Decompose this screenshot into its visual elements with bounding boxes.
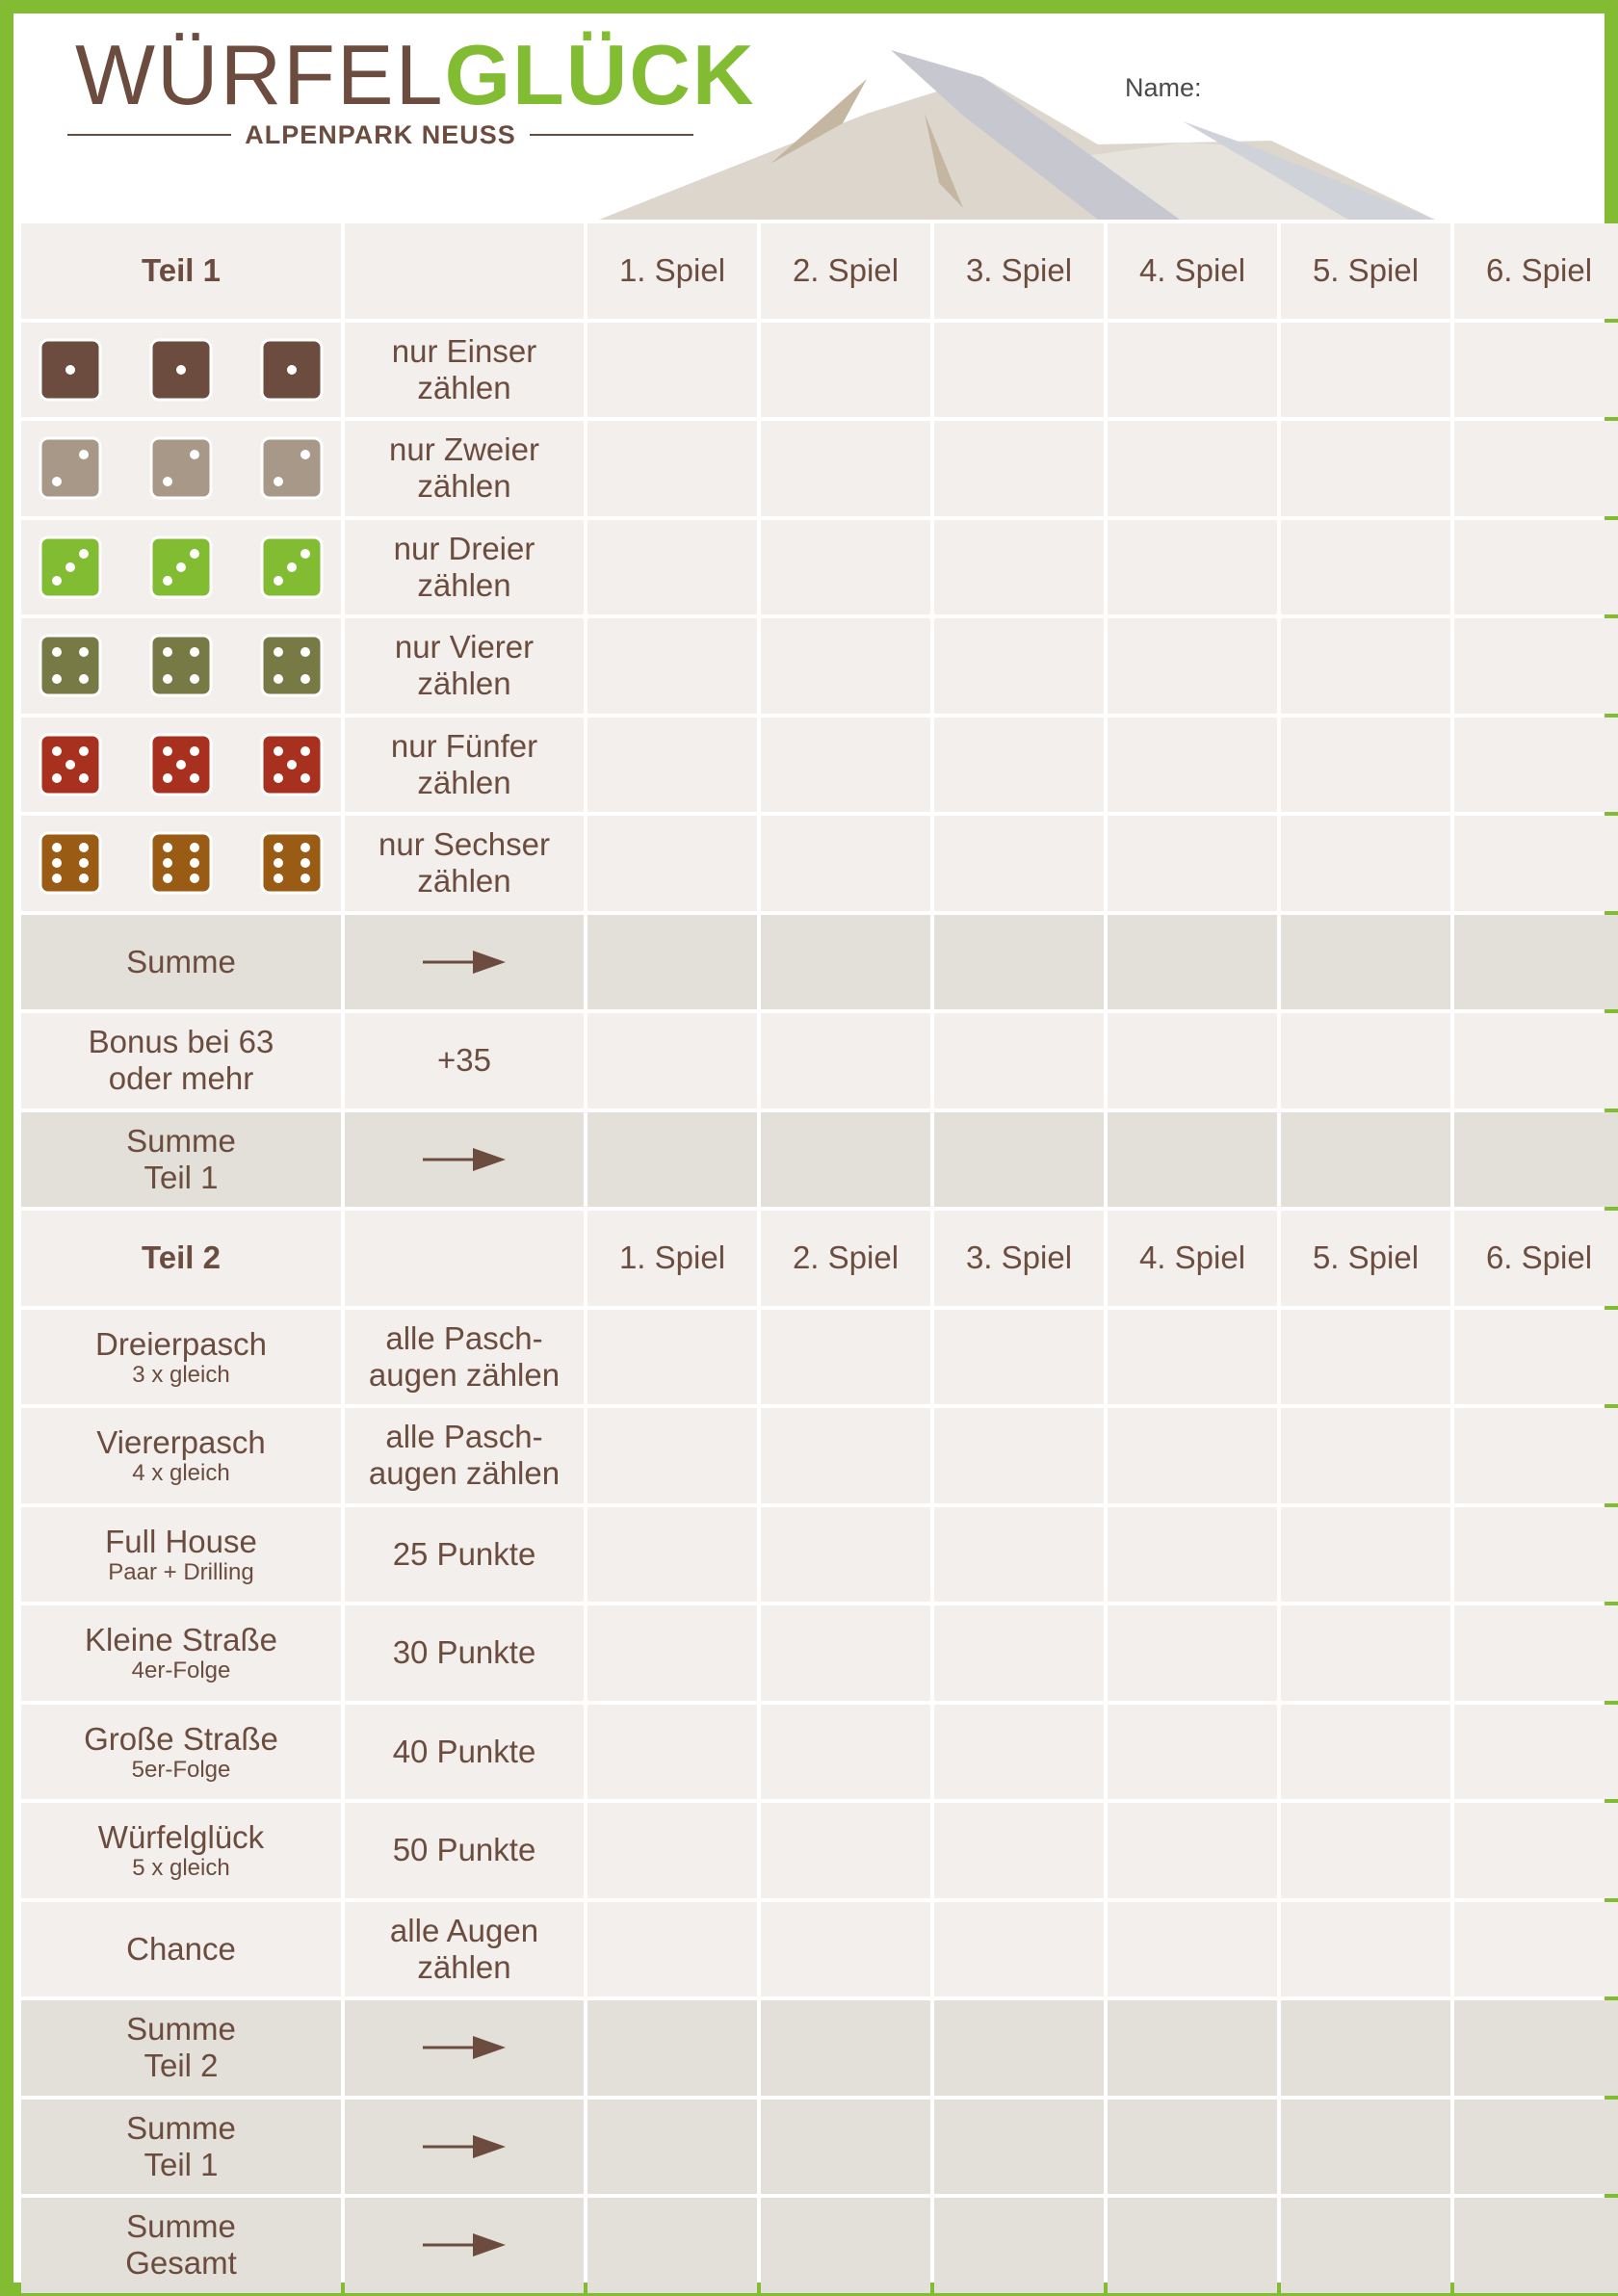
sum-label-line2: Teil 2 [144, 2048, 219, 2084]
scoring-rule [345, 1803, 584, 1898]
scorecard-header [0, 0, 1618, 225]
score-field[interactable] [934, 618, 1104, 714]
score-field[interactable] [1108, 1803, 1277, 1898]
category-name: Chance [126, 1930, 236, 1967]
score-field[interactable] [1108, 1902, 1277, 1997]
score-field[interactable] [934, 1902, 1104, 1997]
score-field[interactable] [761, 816, 930, 911]
arrow-cell [345, 2100, 584, 2195]
score-field[interactable] [1454, 1803, 1618, 1898]
category-name: Kleine Straße [85, 1622, 277, 1658]
die-five-icon [149, 733, 213, 796]
logo-divider-left [67, 134, 231, 136]
logo-title-part1: WÜRFEL [75, 27, 445, 122]
sum-label-line2: Teil 1 [144, 1159, 219, 1195]
arrow-right-icon [423, 2033, 506, 2062]
scoring-rule-line1: alle Pasch- [385, 1319, 543, 1356]
score-field[interactable] [934, 520, 1104, 615]
sum-label: Summe [21, 915, 341, 1010]
arrow-right-icon [423, 2132, 506, 2161]
score-field[interactable] [1281, 618, 1450, 714]
sum-field[interactable] [761, 2100, 930, 2195]
arrow-right-icon [423, 948, 506, 977]
die-four-icon [260, 634, 324, 697]
scoring-rule [345, 1507, 584, 1603]
score-field[interactable] [1281, 816, 1450, 911]
total-field[interactable] [934, 2198, 1104, 2293]
score-field[interactable] [761, 718, 930, 813]
name-label: Name: [1125, 73, 1202, 102]
score-field[interactable] [1108, 421, 1277, 516]
sum-field[interactable] [1454, 2000, 1618, 2096]
scoring-rule [345, 1310, 584, 1405]
scoring-rule [345, 1705, 584, 1800]
score-field[interactable] [934, 323, 1104, 418]
score-field[interactable] [1108, 1408, 1277, 1503]
sum-field[interactable] [934, 915, 1104, 1010]
category-label-fours [345, 618, 584, 714]
sum-field[interactable] [1108, 915, 1277, 1010]
sum-field[interactable] [1281, 2100, 1450, 2195]
die-two-icon [149, 436, 213, 500]
sum-field[interactable] [1454, 915, 1618, 1010]
score-field[interactable] [587, 618, 757, 714]
score-field[interactable] [1281, 1408, 1450, 1503]
score-field[interactable] [1454, 816, 1618, 911]
category-label-line2: zählen [417, 764, 511, 800]
part1-game-header: 1. Spiel [587, 223, 757, 319]
score-field[interactable] [1454, 421, 1618, 516]
scoring-rule-line2: augen zählen [368, 1356, 561, 1393]
dice-cell-fours [21, 618, 341, 714]
total-field[interactable] [1281, 2198, 1450, 2293]
part1-header-blank [345, 223, 584, 319]
score-field[interactable] [1281, 1013, 1450, 1109]
die-five-icon [260, 733, 324, 796]
scoring-rule-line1: alle Pasch- [385, 1419, 543, 1455]
category-label-large-straight [21, 1705, 341, 1800]
scoring-rule-line2: zählen [417, 1948, 511, 1985]
die-five-icon [39, 733, 102, 796]
score-field[interactable] [1454, 1408, 1618, 1503]
dice-cell-ones [21, 323, 341, 418]
score-field[interactable] [587, 1013, 757, 1109]
score-field[interactable] [587, 1507, 757, 1603]
bonus-label-line1: Bonus bei 63 [88, 1024, 274, 1060]
score-field[interactable] [761, 618, 930, 714]
dice-cell-twos [21, 421, 341, 516]
score-field[interactable] [761, 1705, 930, 1800]
part1-game-header: 5. Spiel [1281, 223, 1450, 319]
sum-label-line2: Gesamt [125, 2245, 237, 2282]
category-label-small-straight [21, 1605, 341, 1701]
score-field[interactable] [1108, 520, 1277, 615]
sum-field[interactable] [934, 1112, 1104, 1208]
category-label-twos [345, 421, 584, 516]
die-two-icon [39, 436, 102, 500]
bonus-value: +35 [345, 1013, 584, 1109]
score-field[interactable] [1454, 1605, 1618, 1701]
score-field[interactable] [1108, 1605, 1277, 1701]
scoring-rule-line1: 30 Punkte [392, 1634, 536, 1671]
category-label-four-of-a-kind [21, 1408, 341, 1503]
score-field[interactable] [761, 1310, 930, 1405]
scoring-rule-line1: alle Augen [389, 1912, 539, 1948]
score-field[interactable] [1108, 323, 1277, 418]
part2-game-header: 6. Spiel [1454, 1211, 1618, 1306]
score-field[interactable] [761, 421, 930, 516]
score-field[interactable] [1454, 618, 1618, 714]
score-field[interactable] [1454, 1705, 1618, 1800]
sum-field[interactable] [1108, 2000, 1277, 2096]
score-field[interactable] [1454, 1507, 1618, 1603]
sum-label-line1: Summe [126, 2208, 236, 2245]
sum-field[interactable] [587, 2000, 757, 2096]
score-field[interactable] [761, 1507, 930, 1603]
die-six-icon [39, 831, 102, 895]
category-name: Große Straße [84, 1720, 278, 1757]
die-six-icon [260, 831, 324, 895]
sum-field[interactable] [1281, 915, 1450, 1010]
total-field[interactable] [1108, 2198, 1277, 2293]
score-field[interactable] [587, 520, 757, 615]
category-subtitle: 5 x gleich [132, 1855, 230, 1882]
sum-field[interactable] [761, 915, 930, 1010]
part2-title: Teil 2 [21, 1211, 341, 1306]
category-subtitle: 5er-Folge [131, 1756, 231, 1783]
arrow-cell [345, 2000, 584, 2096]
logo-title-part2: GLÜCK [444, 27, 756, 122]
score-field[interactable] [587, 1605, 757, 1701]
sum-field[interactable] [1454, 1112, 1618, 1208]
category-label-line1: nur Einser [391, 332, 537, 369]
category-label-line1: nur Zweier [389, 431, 539, 468]
sum-label-line1: Summe [126, 1122, 236, 1159]
sum-field[interactable] [934, 2000, 1104, 2096]
dice-cell-sixes [21, 816, 341, 911]
category-label-line2: zählen [417, 468, 511, 505]
category-label-line2: zählen [417, 369, 511, 405]
arrow-cell [345, 915, 584, 1010]
category-label-line1: nur Vierer [394, 629, 535, 665]
category-label-five-of-a-kind [21, 1803, 341, 1898]
score-field[interactable] [1281, 323, 1450, 418]
die-three-icon [39, 535, 102, 599]
score-field[interactable] [761, 1803, 930, 1898]
score-field[interactable] [1281, 1705, 1450, 1800]
die-six-icon [149, 831, 213, 895]
scoring-rule-line1: 50 Punkte [392, 1832, 536, 1868]
score-field[interactable] [761, 1605, 930, 1701]
scoring-rule-line1: 40 Punkte [392, 1733, 536, 1769]
sum-field[interactable] [934, 2100, 1104, 2195]
category-name: Dreierpasch [95, 1325, 267, 1362]
logo-subtitle-row [67, 116, 693, 154]
sum-part1-carry-label [21, 2100, 341, 2195]
score-field[interactable] [1108, 816, 1277, 911]
part2-game-header: 5. Spiel [1281, 1211, 1450, 1306]
scoring-rule [345, 1902, 584, 1997]
total-field[interactable] [761, 2198, 930, 2293]
sum-field[interactable] [1108, 2100, 1277, 2195]
sum-field[interactable] [587, 915, 757, 1010]
score-field[interactable] [1108, 718, 1277, 813]
total-field[interactable] [1454, 2198, 1618, 2293]
score-field[interactable] [1108, 1507, 1277, 1603]
dice-cell-fives [21, 718, 341, 813]
die-one-icon [39, 338, 102, 402]
part2-game-header: 1. Spiel [587, 1211, 757, 1306]
score-field[interactable] [1454, 1013, 1618, 1109]
sum-field[interactable] [587, 1112, 757, 1208]
sum-total-label [21, 2198, 341, 2293]
die-four-icon [39, 634, 102, 697]
score-field[interactable] [761, 520, 930, 615]
score-field[interactable] [761, 1408, 930, 1503]
score-field[interactable] [1281, 1507, 1450, 1603]
category-label-sixes [345, 816, 584, 911]
category-label-line2: zählen [417, 566, 511, 603]
score-field[interactable] [934, 1803, 1104, 1898]
score-field[interactable] [1454, 1310, 1618, 1405]
total-field[interactable] [587, 2198, 757, 2293]
part2-game-header: 4. Spiel [1108, 1211, 1277, 1306]
sum-part2-label [21, 2000, 341, 2096]
category-label-line2: zählen [417, 665, 511, 702]
score-field[interactable] [934, 1605, 1104, 1701]
category-label-three-of-a-kind [21, 1310, 341, 1405]
sum-field[interactable] [761, 2000, 930, 2096]
category-name: Full House [105, 1523, 257, 1559]
score-field[interactable] [934, 1408, 1104, 1503]
score-field[interactable] [1281, 718, 1450, 813]
score-field[interactable] [934, 1507, 1104, 1603]
score-field[interactable] [1108, 1310, 1277, 1405]
arrow-cell [345, 1112, 584, 1208]
score-field[interactable] [1108, 618, 1277, 714]
score-field[interactable] [1281, 1803, 1450, 1898]
score-table [21, 223, 1599, 2282]
part2-game-header: 2. Spiel [761, 1211, 930, 1306]
arrow-right-icon [423, 2231, 506, 2259]
score-field[interactable] [1454, 323, 1618, 418]
score-field[interactable] [1281, 1605, 1450, 1701]
score-field[interactable] [587, 816, 757, 911]
scoring-rule-line1: 25 Punkte [392, 1535, 536, 1572]
score-field[interactable] [934, 1310, 1104, 1405]
dice-cell-threes [21, 520, 341, 615]
score-field[interactable] [1454, 520, 1618, 615]
part1-game-header: 4. Spiel [1108, 223, 1277, 319]
score-field[interactable] [587, 323, 757, 418]
score-field[interactable] [587, 1803, 757, 1898]
logo-subtitle: ALPENPARK NEUSS [245, 119, 516, 149]
score-field[interactable] [587, 1902, 757, 1997]
score-field[interactable] [1281, 520, 1450, 615]
sum-field[interactable] [1454, 2100, 1618, 2195]
score-field[interactable] [1454, 718, 1618, 813]
category-label-chance [21, 1902, 341, 1997]
score-field[interactable] [934, 421, 1104, 516]
score-field[interactable] [1281, 1902, 1450, 1997]
part1-title: Teil 1 [21, 223, 341, 319]
sum-field[interactable] [587, 2100, 757, 2195]
score-field[interactable] [587, 421, 757, 516]
category-subtitle: 4 x gleich [132, 1460, 230, 1487]
bonus-label-line2: oder mehr [108, 1060, 254, 1097]
category-name: Viererpasch [96, 1424, 266, 1461]
score-field[interactable] [587, 1408, 757, 1503]
score-field[interactable] [934, 1705, 1104, 1800]
category-label-threes [345, 520, 584, 615]
die-one-icon [149, 338, 213, 402]
category-label-full-house [21, 1507, 341, 1603]
sum-label-line1: Summe [126, 2011, 236, 2048]
category-label-ones [345, 323, 584, 418]
category-subtitle: 3 x gleich [132, 1361, 230, 1388]
category-subtitle: 4er-Folge [131, 1657, 231, 1684]
category-name: Würfelglück [97, 1819, 265, 1856]
die-four-icon [149, 634, 213, 697]
score-field[interactable] [761, 1013, 930, 1109]
score-field[interactable] [587, 1310, 757, 1405]
part1-game-header: 3. Spiel [934, 223, 1104, 319]
arrow-cell [345, 2198, 584, 2293]
category-label-line2: zählen [417, 863, 511, 900]
die-one-icon [260, 338, 324, 402]
score-field[interactable] [934, 816, 1104, 911]
part1-game-header: 6. Spiel [1454, 223, 1618, 319]
score-field[interactable] [934, 1013, 1104, 1109]
scoring-rule [345, 1408, 584, 1503]
score-field[interactable] [587, 1705, 757, 1800]
score-field[interactable] [1454, 1902, 1618, 1997]
category-subtitle: Paar + Drilling [108, 1558, 254, 1585]
arrow-right-icon [423, 1145, 506, 1174]
part2-header-blank [345, 1211, 584, 1306]
sum-field[interactable] [1281, 2000, 1450, 2096]
score-field[interactable] [1281, 421, 1450, 516]
part1-game-header: 2. Spiel [761, 223, 930, 319]
score-field[interactable] [934, 718, 1104, 813]
category-label-line1: nur Dreier [393, 530, 535, 566]
score-field[interactable] [1108, 1013, 1277, 1109]
sum-field[interactable] [1281, 1112, 1450, 1208]
score-field[interactable] [761, 1902, 930, 1997]
sum-label-line1: Summe [126, 2109, 236, 2146]
die-three-icon [149, 535, 213, 599]
logo-divider-right [530, 134, 693, 136]
score-field[interactable] [587, 718, 757, 813]
category-label-line1: nur Sechser [378, 826, 550, 863]
score-field[interactable] [1281, 1310, 1450, 1405]
scoring-rule [345, 1605, 584, 1701]
score-field[interactable] [1108, 1705, 1277, 1800]
sum-part1-label [21, 1112, 341, 1208]
sum-field[interactable] [761, 1112, 930, 1208]
part2-game-header: 3. Spiel [934, 1211, 1104, 1306]
score-field[interactable] [761, 323, 930, 418]
bonus-label [21, 1013, 341, 1109]
category-label-line1: nur Fünfer [390, 727, 538, 764]
die-two-icon [260, 436, 324, 500]
sum-label-line2: Teil 1 [144, 2146, 219, 2182]
scoring-rule-line2: augen zählen [368, 1455, 561, 1492]
logo-title [75, 27, 756, 123]
sum-field[interactable] [1108, 1112, 1277, 1208]
die-three-icon [260, 535, 324, 599]
category-label-fives [345, 718, 584, 813]
